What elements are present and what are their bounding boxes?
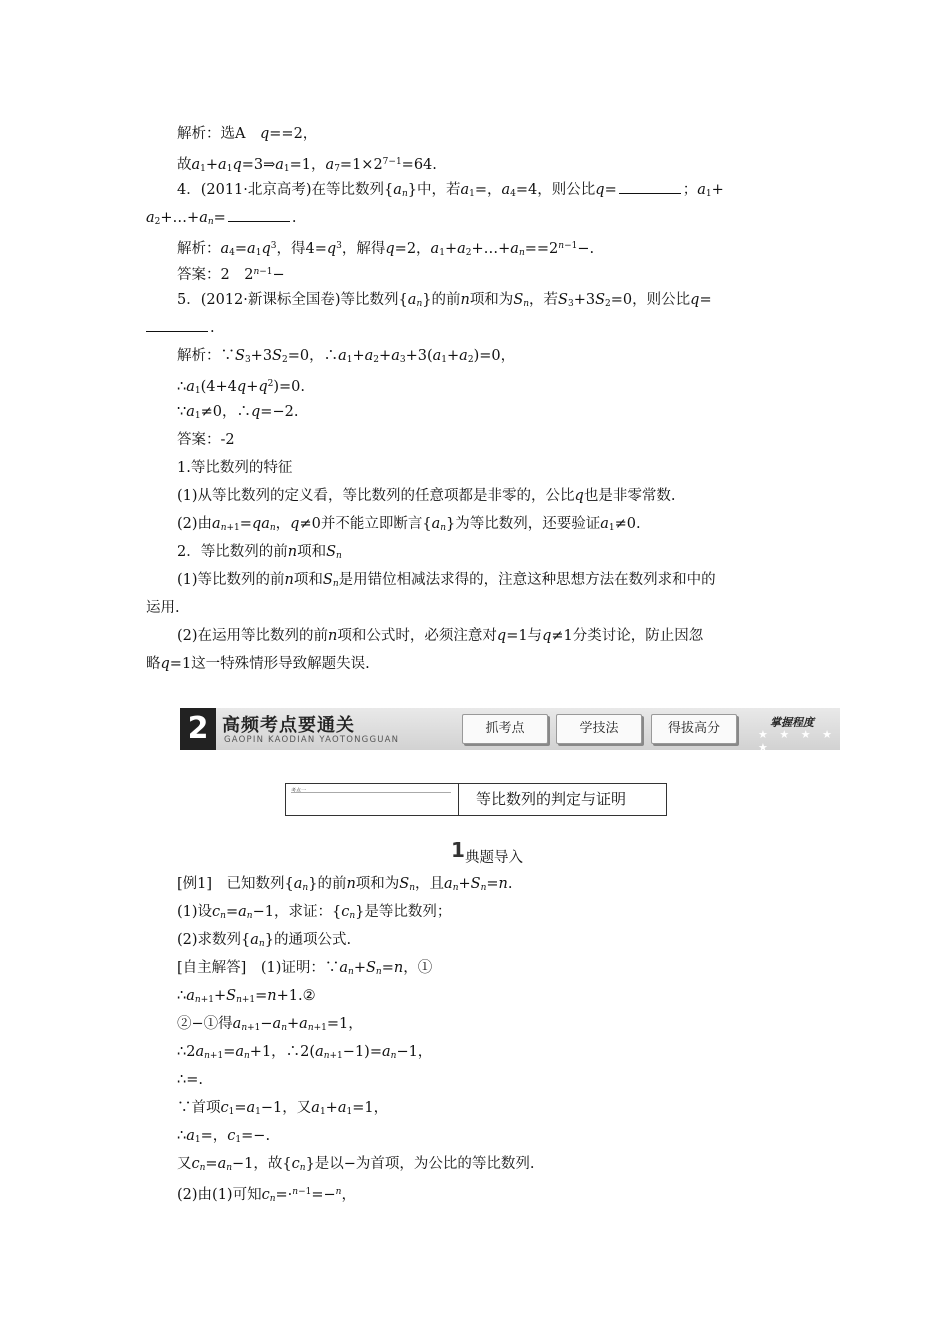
tab-learn-methods[interactable]: 学技法 [556, 714, 642, 744]
solution-5-line-1: 解析：$\because S_3+3S_2=0$，$\therefore a_1+a_2+a_3+3(a_1+a_2)=0$， [177, 348, 516, 365]
problem-5-line-1: 5．(2012·新课标全国卷)等比数列$\{a_n\}$的前n项和为$S_n$，若$S_3+3S_2=0$，则公比q= [177, 292, 712, 309]
problem-4-line-2: $a_2+\dots+a_n=$ . [146, 210, 297, 227]
section-subtitle: GAOPIN KAODIAN YAOTONGGUAN [224, 735, 400, 745]
note-2-item-1-line-2: 运用. [146, 600, 180, 616]
note-2-item-2-line-2: 略q=1这一特殊情形导致解题失误. [146, 656, 370, 672]
example-1-statement: [例1] 已知数列$\{a_n\}$的前n项和为$S_n$，且$a_n+S_n=n$. [177, 876, 513, 893]
answer-4: 答案：2 $2^{n-1}-$ [177, 267, 285, 283]
note-1-item-2: (2)由$a_{n+1}=qa_n$，q≠0并不能立即断言$\{a_n\}$为等比数列，还要验证$a_1\ne 0$. [177, 516, 641, 533]
topic-title: 等比数列的判定与证明 [476, 790, 627, 808]
note-2-item-1-line-1: (1)等比数列的前n项和$S_n$是用错位相减法求得的，注意这种思想方法在数列求和中的 [177, 572, 716, 589]
solution-step-2: $\therefore a_{n+1}+S_{n+1}=n+1.②$ [177, 988, 316, 1005]
solution-step-3: ②−①得$a_{n+1}-a_n+a_{n+1}=1$， [177, 1016, 363, 1033]
topic-tag-cell [286, 784, 459, 815]
solution-step-4: $\therefore 2a_{n+1}=a_n+1$，$\therefore 2(a_{n+1}-1)=a_n-1$， [177, 1044, 433, 1061]
solution-3-line-2: 故$a_1+a_1q=3\Rightarrow a_1=1$，$a_7=1\times 2^{7-1}=64$. [177, 157, 437, 174]
note-2-heading: 2．等比数列的前n项和$S_n$ [177, 544, 342, 561]
solution-step-1: [自主解答] (1)证明：$\because a_n+S_n=n$，① [177, 960, 433, 977]
solution-3-line-1: 解析：选A q==2， [177, 126, 318, 142]
section-number: 2 [180, 708, 216, 750]
topic-box [285, 783, 667, 816]
solution-step-7: $\therefore a_1=$，$c_1=-$. [177, 1128, 271, 1145]
lead-title: 典题导入 [465, 850, 523, 866]
solution-step-8: 又$c_n=a_n-1$，故$\{c_n\}$是以−为首项，为公比的等比数列. [177, 1156, 535, 1173]
example-1-part-2: (2)求数列$\{a_n\}$的通项公式. [177, 932, 352, 949]
solution-4: 解析：$a_4=a_1q^3$，得$4=q^3$，解得q=2，$a_1+a_2+\dots+a_n==2^{n-1}-$. [177, 241, 595, 258]
note-2-item-2-line-1: (2)在运用等比数列的前n项和公式时，必须注意对q=1与q≠1分类讨论，防止因忽 [177, 628, 704, 644]
solution-5-line-2: $\therefore a_1(4+4q+q^2)=0$. [177, 379, 306, 396]
star-rating-icon: ★ ★ ★ ★ ★ [758, 728, 836, 754]
tab-high-score[interactable]: 得拔高分 [651, 714, 737, 744]
tab-grasp-points[interactable]: 抓考点 [462, 714, 548, 744]
problem-5-line-2: . [146, 318, 215, 338]
problem-4-line-1: 4．(2011·北京高考)在等比数列$\{a_n\}$中，若$a_1=$，$a_4=4$，则公比q= ；$a_1+$ [177, 182, 724, 199]
lead-number-mark: 1 [451, 838, 465, 862]
note-1-item-1: (1)从等比数列的定义看，等比数列的任意项都是非零的，公比q也是非零常数. [177, 488, 676, 504]
section-banner [180, 708, 840, 754]
topic-tag: 考点一 [291, 788, 307, 794]
solution-step-9: (2)由(1)可知$c_n=\cdot^{n-1}=-^n$， [177, 1187, 356, 1204]
solution-5-line-3: $\because a_1\ne 0$，∴q=−2. [177, 404, 299, 421]
solution-step-5: ∴=. [177, 1072, 203, 1088]
topic-divider [291, 792, 451, 793]
mastery-level-label: 掌握程度 [770, 716, 814, 729]
note-1-heading: 1.等比数列的特征 [177, 460, 293, 476]
example-1-part-1: (1)设$c_n=a_n-1$，求证：$\{c_n\}$是等比数列； [177, 904, 452, 921]
answer-5: 答案：-2 [177, 432, 235, 448]
section-title: 高频考点要通关 [222, 715, 355, 736]
solution-step-6: ∵首项$c_1=a_1-1$，又$a_1+a_1=1$， [177, 1100, 389, 1117]
